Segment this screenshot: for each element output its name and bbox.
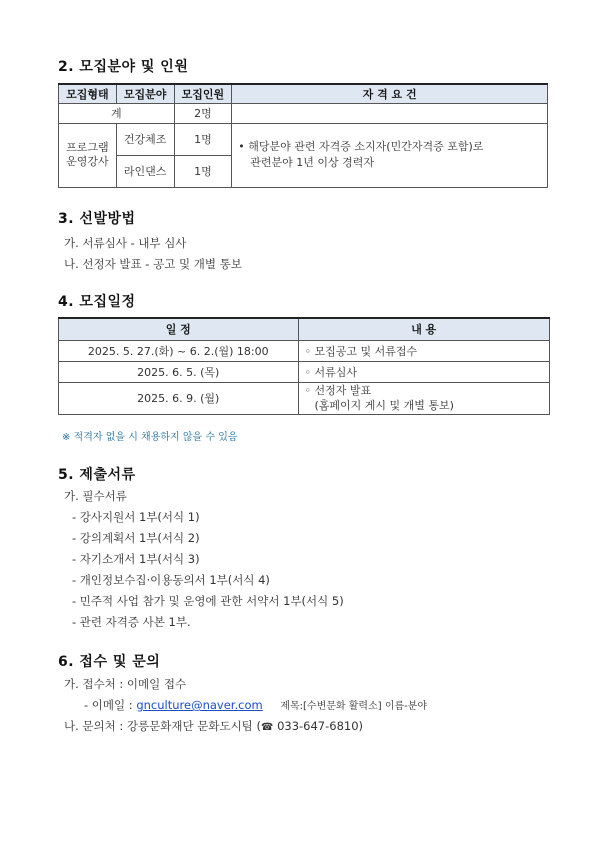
section-4-title: 4. 모집일정: [58, 294, 136, 310]
section-6-title: 6. 접수 및 문의: [58, 654, 161, 670]
schedule-content: ◦ 서류심사: [298, 361, 550, 382]
count-cell: 1명: [174, 155, 232, 187]
section-3-title: 3. 선발방법: [58, 211, 136, 227]
document-item: - 개인정보수집·이용동의서 1부(서식 4): [72, 573, 270, 587]
schedule-content: [298, 382, 550, 414]
documents-subtitle: 가. 필수서류: [64, 489, 127, 503]
requirement-line-1: 해당분야 관련 자격증 소지자(민간자격증 포함)로: [248, 140, 484, 153]
requirement-line-2: 관련분야 1년 이상 경력자: [250, 156, 375, 169]
email-link[interactable]: gnculture@naver.com: [136, 698, 263, 712]
contact-phone: 033-647-6810): [277, 719, 364, 733]
header-count: 모집인원: [174, 84, 232, 103]
schedule-date: 2025. 6. 5. (목): [59, 361, 299, 382]
contact-line: [64, 718, 363, 734]
schedule-content: ◦ 모집공고 및 서류접수: [298, 340, 550, 361]
email-prefix: - 이메일 :: [84, 698, 133, 712]
phone-icon: ☎: [260, 722, 274, 733]
header-content: 내 용: [298, 318, 550, 340]
category-label: 프로그램 운영강사: [66, 141, 109, 168]
count-cell: 1명: [174, 123, 232, 155]
schedule-content-line-1: ◦ 선정자 발표: [304, 384, 372, 397]
submission-method: 가. 접수처 : 이메일 접수: [64, 677, 187, 691]
schedule-table: [58, 317, 550, 415]
category-cell: [59, 123, 117, 187]
document-item: - 강의계획서 1부(서식 2): [72, 531, 200, 545]
header-field: 모집분야: [116, 84, 174, 103]
schedule-date: 2025. 5. 27.(화) ~ 6. 2.(월) 18:00: [59, 340, 299, 361]
schedule-date: 2025. 6. 9. (월): [59, 382, 299, 414]
requirement-cell: [232, 123, 548, 187]
requirement-bullet: •: [238, 140, 245, 153]
selection-item: 가. 서류심사 - 내부 심사: [64, 236, 187, 250]
document-item: - 민주적 사업 참가 및 운영에 관한 서약서 1부(서식 5): [72, 594, 344, 608]
field-cell: 라인댄스: [116, 155, 174, 187]
header-type: 모집형태: [59, 84, 117, 103]
total-count: 2명: [174, 103, 232, 123]
total-label: 계: [59, 103, 175, 123]
email-line: [84, 697, 427, 713]
document-item: - 관련 자격증 사본 1부.: [72, 615, 191, 629]
total-requirement-empty: [232, 103, 548, 123]
section-2-title: 2. 모집분야 및 인원: [58, 59, 189, 75]
recruitment-table: [58, 83, 548, 188]
schedule-note: ※ 적격자 없을 시 채용하지 않을 수 있음: [62, 432, 238, 443]
email-subject: 제목:[수변문화 활력소] 이름-분야: [280, 701, 428, 712]
header-schedule: 일 정: [59, 318, 299, 340]
document-item: - 강사지원서 1부(서식 1): [72, 510, 200, 524]
field-cell: 건강체조: [116, 123, 174, 155]
schedule-content-line-2: (홈페이지 게시 및 개별 통보): [314, 399, 454, 412]
section-5-title: 5. 제출서류: [58, 467, 136, 483]
contact-prefix: 나. 문의처 : 강릉문화재단 문화도시팀 (: [64, 719, 261, 733]
selection-item: 나. 선정자 발표 - 공고 및 개별 통보: [64, 257, 242, 271]
document-item: - 자기소개서 1부(서식 3): [72, 552, 200, 566]
header-requirements: 자 격 요 건: [232, 84, 548, 103]
